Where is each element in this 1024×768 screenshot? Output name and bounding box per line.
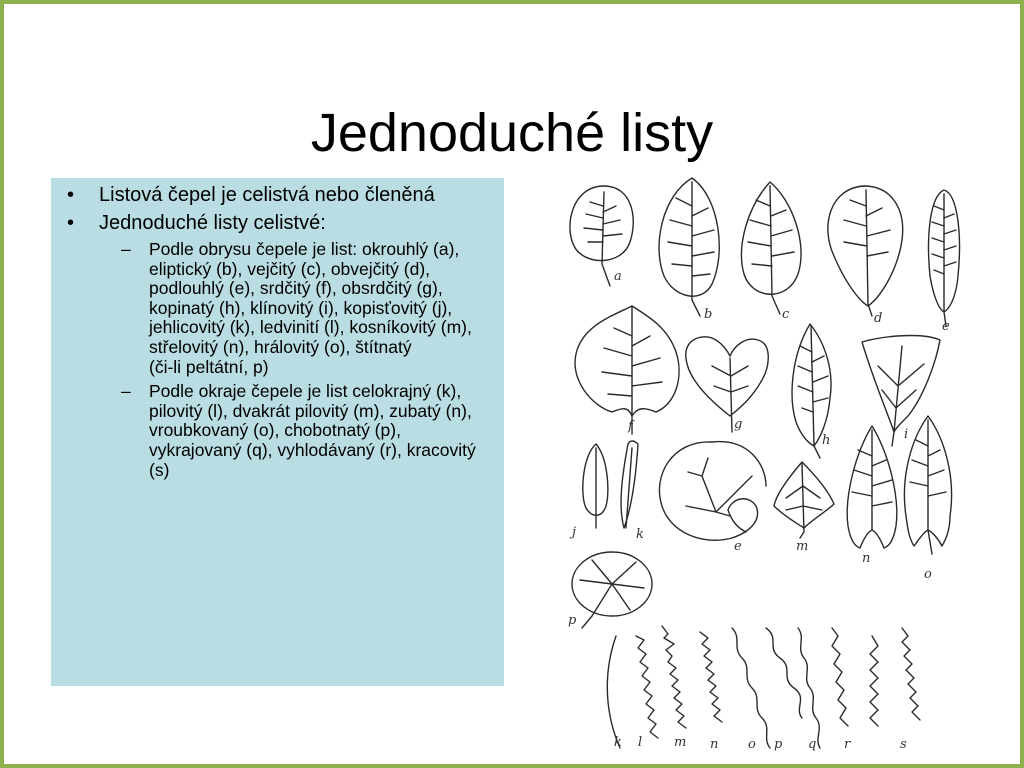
leaf-cordate-icon	[575, 306, 679, 434]
dash-glyph: –	[121, 381, 131, 402]
svg-text:k: k	[636, 527, 644, 542]
svg-text:b: b	[704, 307, 713, 322]
sub-bullet-text: Podle okraje čepele je list celokrajný (k), pilovitý (l), dvakrát pilovitý (m), zubatý (n), vroubkovaný (o), chobotnatý (p), vykrajovaný (q), vyhlodávaný (r), kracovitý (s)	[149, 381, 476, 480]
leaf-labels	[568, 269, 950, 752]
bullet-text: Jednoduché listy celistvé:	[99, 212, 326, 234]
svg-text:k: k	[614, 735, 622, 750]
svg-text:h: h	[822, 433, 831, 448]
leaf-needle-icon	[621, 441, 638, 528]
leaf-shapes-figure	[552, 176, 972, 756]
svg-text:e: e	[734, 539, 742, 554]
svg-text:n: n	[862, 551, 871, 566]
leaf-ovate-icon	[742, 182, 802, 314]
bullet-glyph: •	[67, 184, 75, 206]
svg-text:o: o	[748, 737, 756, 752]
leaf-rhomboid-icon	[774, 462, 834, 538]
svg-text:c: c	[782, 307, 790, 322]
svg-text:a: a	[614, 269, 622, 284]
leaf-hastate-icon	[904, 416, 951, 554]
leaf-elliptic-icon	[659, 178, 719, 316]
sub-bullet-item	[59, 382, 494, 480]
sub-bullet-text: Podle obrysu čepele je list: okrouhlý (a), eliptický (b), vejčitý (c), obvejčitý (d), podlouhlý (e), srdčitý (f), obsrdčitý (g), kopinatý (h), klínovitý (i), kopisťovitý (j), jehlicovitý (k), ledvinití (l), kosníkovitý (m), střelovitý (n), hrálovitý (o), štítnatý	[149, 239, 472, 357]
svg-text:m: m	[674, 735, 687, 750]
svg-text:f: f	[628, 419, 633, 434]
dash-glyph: –	[121, 239, 131, 259]
leaf-reniform-icon	[659, 442, 766, 541]
svg-text:j: j	[572, 525, 577, 540]
leaf-sagittate-icon	[847, 426, 897, 548]
svg-text:g: g	[734, 417, 743, 432]
sub-bullet-item	[59, 240, 494, 377]
svg-text:d: d	[874, 311, 883, 326]
svg-text:s: s	[900, 737, 907, 752]
svg-text:q: q	[808, 737, 817, 752]
svg-text:r: r	[844, 737, 851, 752]
svg-text:p: p	[568, 613, 577, 628]
leaf-peltate-icon	[572, 552, 652, 628]
svg-text:n: n	[710, 737, 719, 752]
leaf-margins-icon	[607, 626, 920, 748]
bullet-item	[59, 212, 494, 234]
svg-text:m: m	[796, 539, 809, 554]
slide-title: Jednoduché listy	[310, 103, 714, 163]
leaf-drawings	[552, 176, 972, 756]
sub-bullet-text-cont: (či-li peltátní, p)	[149, 356, 269, 377]
svg-text:l: l	[638, 735, 643, 750]
svg-text:i: i	[904, 427, 909, 442]
leaf-round-icon	[570, 186, 633, 286]
leaf-oblong-icon	[929, 190, 960, 326]
leaf-obovate-icon	[828, 186, 903, 316]
bullet-item	[59, 184, 494, 206]
svg-text:e: e	[942, 319, 950, 334]
leaf-spatulate-icon	[583, 444, 608, 528]
bullet-glyph: •	[67, 212, 75, 234]
content-textbox[interactable]	[51, 178, 504, 686]
leaf-obcordate-icon	[686, 337, 768, 432]
bullet-text: Listová čepel je celistvá nebo členěná	[99, 184, 435, 206]
svg-text:o: o	[924, 567, 932, 582]
svg-text:p: p	[774, 737, 783, 752]
